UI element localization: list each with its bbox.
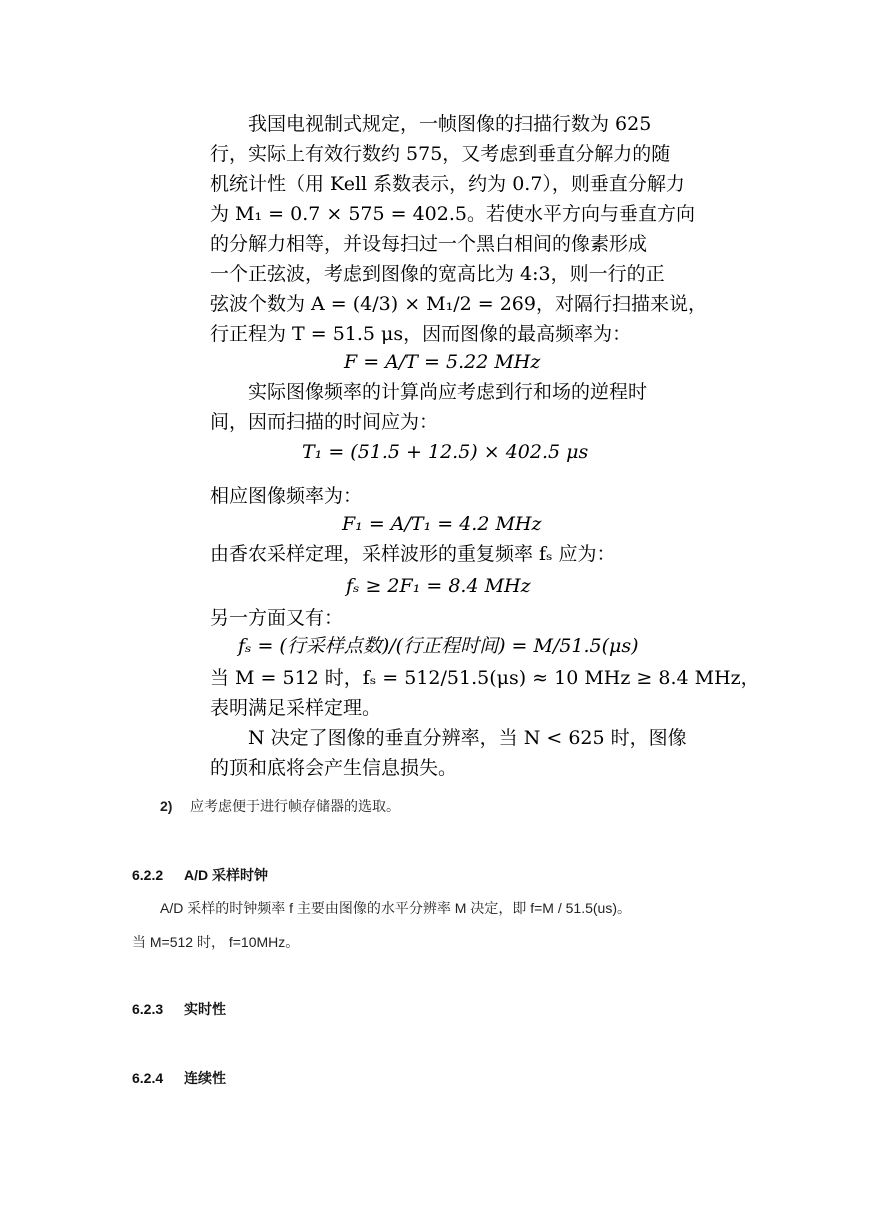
scan-line: 行正程为 T = 51.5 μs，因而图像的最高频率为： bbox=[210, 323, 632, 345]
scan-line: 另一方面又有： bbox=[210, 607, 344, 629]
list-marker: 2) bbox=[160, 798, 173, 814]
scan-line: 相应图像频率为： bbox=[210, 485, 363, 507]
scan-line: 当 M = 512 时，fₛ = 512/51.5(μs) ≈ 10 MHz ≥ 8.4 MHz， bbox=[210, 667, 760, 689]
scan-line: 机统计性（用 Kell 系数表示，约为 0.7），则垂直分解力 bbox=[210, 173, 685, 195]
equation-fs-ratio: fₛ = (行采样点数)/(行正程时间) = M/51.5(μs) bbox=[238, 635, 639, 657]
equation-F1: F₁ = A/T₁ = 4.2 MHz bbox=[342, 513, 542, 535]
scan-line: 间，因而扫描的时间应为： bbox=[210, 411, 439, 433]
scan-line: 我国电视制式规定，一帧图像的扫描行数为 625 bbox=[248, 113, 652, 135]
scan-line: 实际图像频率的计算尚应考虑到行和场的逆程时 bbox=[248, 381, 648, 403]
list-item-2 bbox=[160, 797, 400, 815]
scan-line: 由香农采样定理，采样波形的重复频率 fₛ 应为： bbox=[210, 543, 616, 565]
section-number: 6.2.3 bbox=[132, 1001, 164, 1017]
list-item-text: 应考虑便于进行帧存储器的选取。 bbox=[190, 798, 400, 814]
scan-line: 为 M₁ = 0.7 × 575 = 402.5。若使水平方向与垂直方向 bbox=[210, 203, 695, 225]
paragraph-line: 当 M=512 时， f=10MHz。 bbox=[132, 934, 300, 950]
scan-line: 的分解力相等，并设每扫过一个黑白相间的像素形成 bbox=[210, 233, 648, 255]
paragraph-line: A/D 采样的时钟频率 f 主要由图像的水平分辨率 M 决定，即 f=M / 51.5(us)。 bbox=[160, 900, 631, 916]
scan-line: 一个正弦波，考虑到图像的宽高比为 4:3，则一行的正 bbox=[210, 263, 665, 285]
equation-F: F = A/T = 5.22 MHz bbox=[344, 351, 541, 373]
scan-line: 表明满足采样定理。 bbox=[210, 697, 382, 719]
scan-line: 弦波个数为 A = (4/3) × M₁/2 = 269，对隔行扫描来说， bbox=[210, 293, 707, 315]
section-heading-6-2-3 bbox=[132, 1000, 226, 1018]
section-title: A/D 采样时钟 bbox=[184, 867, 268, 883]
section-heading-6-2-2 bbox=[132, 866, 268, 884]
section-title: 连续性 bbox=[184, 1070, 226, 1086]
section-title: 实时性 bbox=[184, 1001, 226, 1017]
equation-T1: T₁ = (51.5 + 12.5) × 402.5 μs bbox=[302, 441, 589, 463]
scan-line: 的顶和底将会产生信息损失。 bbox=[210, 757, 458, 779]
section-heading-6-2-4 bbox=[132, 1069, 226, 1087]
scan-line: 行，实际上有效行数约 575，又考虑到垂直分解力的随 bbox=[210, 143, 671, 165]
scan-line: N 决定了图像的垂直分辨率，当 N < 625 时，图像 bbox=[248, 727, 687, 749]
section-number: 6.2.4 bbox=[132, 1070, 164, 1086]
equation-fs: fₛ ≥ 2F₁ = 8.4 MHz bbox=[346, 575, 531, 597]
section-number: 6.2.2 bbox=[132, 867, 164, 883]
